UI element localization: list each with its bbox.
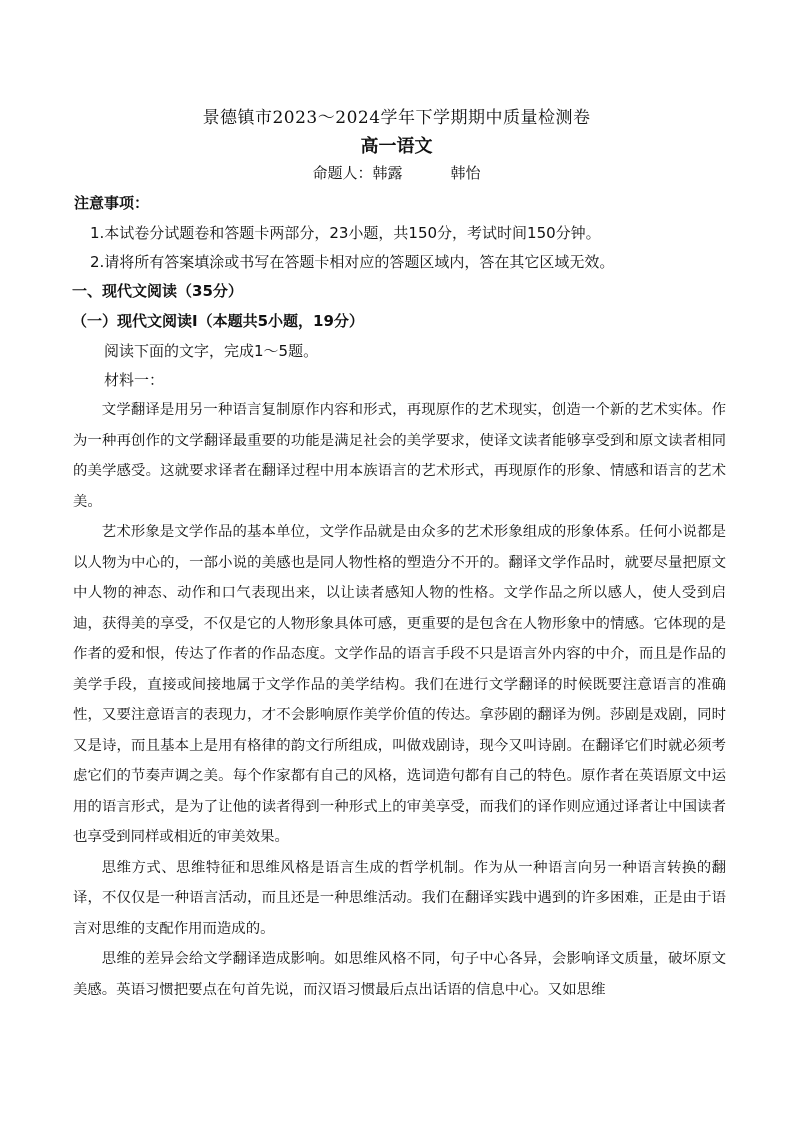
author-name-1: 命题人：韩露 bbox=[312, 164, 403, 182]
passage-paragraph: 思维方式、思维特征和思维风格是语言生成的哲学机制。作为从一种语言向另一种语言转换的翻译，不仅仅是一种语言活动，而且还是一种思维活动。我们在翻译实践中遇到的许多困难，正是由于语言对思维的支配作用而造成的。 bbox=[73, 859, 726, 937]
exam-title: 景德镇市2023～2024学年下学期期中质量检测卷 bbox=[202, 108, 591, 128]
passage-paragraph: 艺术形象是文学作品的基本单位，文学作品就是由众多的艺术形象组成的形象体系。任何小说都是以人物为中心的，一部小说的美感也是同人物性格的塑造分不开的。翻译文学作品时，就要尽量把原文中人物的神态、动作和口气表现出来，以让读者感知人物的性格。文学作品之所以感人，使人受到启迪，获得美的享受，不仅是它的人物形象具体可感，更重要的是包含在人物形象中的情感。它体现的是作者的爱和恨，传达了作者的作品态度。文学作品的语言手段不只是语言外内容的中介，而且是作品的美学手段，直接或间接地属于文学作品的美学结构。我们在进行文学翻译的时候既要注意语言的准确性，又要注意语言的表现力，才不会影响原作美学价值的传达。拿莎剧的翻译为例。莎剧是戏剧，同时又是诗，而且基本上是用有格律的韵文行所组成，叫做戏剧诗，现今又叫诗剧。在翻译它们时就必须考虑它们的节奏声调之美。每个作家都有自己的风格，选词造句都有自己的特色。原作者在英语原文中运用的语言形式，是为了让他的读者得到一种形式上的审美享受，而我们的译作则应通过译者让中国读者也享受到同样或相近的审美效果。 bbox=[73, 524, 726, 845]
subsection-heading: （一）现代文阅读Ⅰ（本题共5小题，19分） bbox=[72, 312, 364, 330]
notice-item-2: 2.请将所有答案填涂或书写在答题卡相对应的答题区域内，答在其它区域无效。 bbox=[90, 253, 615, 271]
passage-paragraph: 文学翻译是用另一种语言复制原作内容和形式，再现原作的艺术现实，创造一个新的艺术实体。作为一种再创作的文学翻译最重要的功能是满足社会的美学要求，使译文读者能够享受到和原文读者相同的美学感受。这就要求译者在翻译过程中用本族语言的艺术形式，再现原作的形象、情感和语言的艺术美。 bbox=[73, 402, 726, 510]
notice-heading: 注意事项： bbox=[74, 194, 150, 212]
author-name-2: 韩怡 bbox=[450, 164, 481, 182]
author-line bbox=[0, 162, 793, 183]
material-label: 材料一： bbox=[104, 371, 165, 389]
notice-item-1: 1.本试卷分试题卷和答题卡两部分，23小题，共150分，考试时间150分钟。 bbox=[90, 224, 601, 242]
reading-instruction: 阅读下面的文字，完成1～5题。 bbox=[104, 342, 319, 360]
section-heading: 一、现代文阅读（35分） bbox=[72, 282, 243, 300]
reading-passage bbox=[73, 395, 726, 1005]
subject-title: 高一语文 bbox=[360, 136, 433, 157]
passage-paragraph: 思维的差异会给文学翻译造成影响。如思维风格不同，句子中心各异，会影响译文质量，破坏原文美感。英语习惯把要点在句首先说，而汉语习惯最后点出话语的信息中心。又如思维 bbox=[73, 951, 726, 998]
